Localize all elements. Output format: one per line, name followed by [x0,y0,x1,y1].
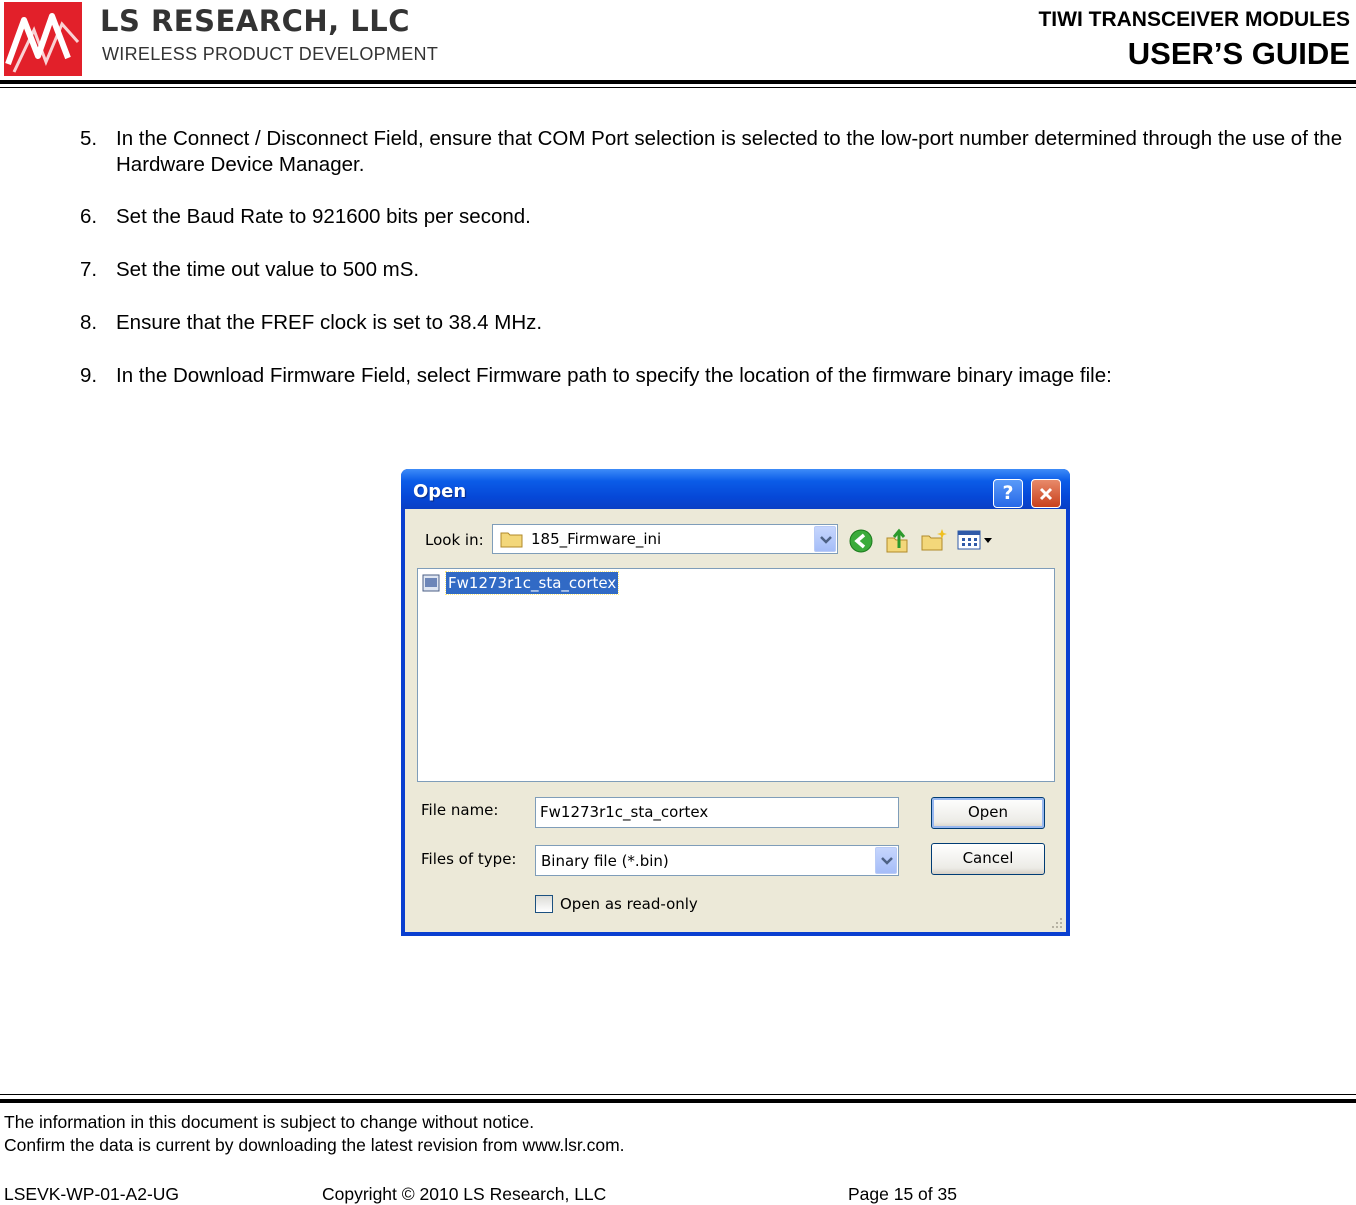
company-logo [4,2,82,76]
step-text: In the Connect / Disconnect Field, ensure that COM Port selection is selected to the low-port number determined through the use of the Hardware Device Manager. [116,127,1343,176]
footer-copyright: Copyright © 2010 LS Research, LLC [322,1184,607,1204]
look-in-dropdown[interactable] [492,524,838,554]
step-text: In the Download Firmware Field, select Firmware path to specify the location of the firmware binary image file: [116,364,1112,387]
step-text: Set the time out value to 500 mS. [116,258,420,281]
step-number: 8. [80,311,98,334]
folder-icon [500,530,524,548]
open-button[interactable]: Open [931,797,1045,829]
file-type-dropdown[interactable] [535,845,899,876]
footer-notice-1: The information in this document is subject to change without notice. [4,1112,535,1132]
footer-page-number: Page 15 of 35 [848,1184,957,1204]
up-folder-icon[interactable] [885,526,911,554]
close-icon [1038,486,1054,502]
company-name: LS RESEARCH, LLC [100,4,410,38]
binary-file-icon [422,574,440,592]
read-only-checkbox[interactable] [535,895,553,913]
open-file-dialog [401,469,1070,936]
file-name-input[interactable]: Fw1273r1c_sta_cortex [535,797,899,828]
footer-rule-thin [0,1094,1356,1095]
file-name-text: Fw1273r1c_sta_cortex [448,574,617,592]
resize-grip-icon[interactable] [1050,916,1064,930]
step-8 [80,310,1350,336]
step-5 [80,126,1350,178]
step-7 [80,257,1350,283]
step-6 [80,204,1350,230]
step-number: 6. [80,205,98,228]
chevron-down-icon [820,535,832,545]
look-in-value: 185_Firmware_ini [531,530,662,548]
file-type-value: Binary file (*.bin) [541,852,669,870]
footer-rule [0,1099,1356,1103]
step-number: 9. [80,364,98,387]
look-in-label: Look in: [425,531,484,549]
file-type-label: Files of type: [421,850,517,868]
dialog-body [405,509,1066,932]
back-icon[interactable] [848,528,874,554]
file-name-label: File name: [421,801,499,819]
instruction-steps [80,126,1350,389]
doc-title-line1: TIWI TRANSCEIVER MODULES [1038,8,1350,31]
read-only-label: Open as read-only [560,895,698,913]
chevron-down-icon [881,856,893,866]
new-folder-icon[interactable] [920,528,948,552]
company-tagline: WIRELESS PRODUCT DEVELOPMENT [102,44,439,64]
cancel-button[interactable]: Cancel [931,843,1045,875]
look-in-dropdown-button[interactable] [814,526,836,552]
footer-notice-2: Confirm the data is current by downloading the latest revision from www.lsr.com. [4,1135,625,1155]
close-button[interactable] [1031,479,1061,508]
file-list[interactable] [417,568,1055,782]
step-9 [80,363,1350,389]
step-number: 5. [80,127,98,150]
doc-title-line2: USER’S GUIDE [1127,36,1350,71]
dialog-title-bar [401,469,1070,509]
step-text: Ensure that the FREF clock is set to 38.4 MHz. [116,311,543,334]
dialog-title: Open [413,481,467,502]
help-button[interactable]: ? [993,479,1023,508]
header-rule [0,80,1356,84]
header-rule-thin [0,87,1356,88]
footer-doc-id: LSEVK-WP-01-A2-UG [4,1184,180,1204]
file-type-dropdown-button[interactable] [875,847,897,874]
views-menu-icon[interactable] [957,529,993,551]
step-number: 7. [80,258,98,281]
step-text: Set the Baud Rate to 921600 bits per second. [116,205,531,228]
